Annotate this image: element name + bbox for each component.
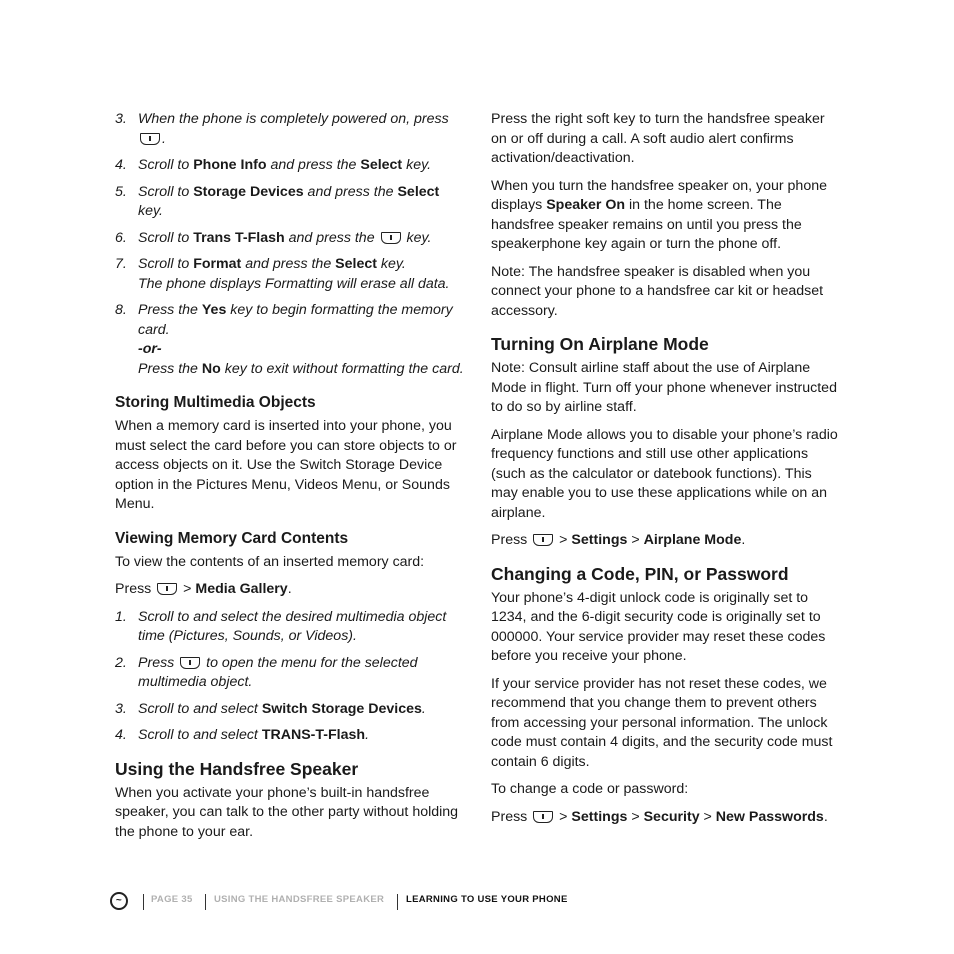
footer-divider — [143, 894, 144, 910]
password-path: Press > Settings > Security > New Passwords. — [491, 808, 828, 825]
airplane-note: Note: Consult airline staff about the use of Airplane Mode in flight. Turn off your phone whenever instructed to do so by airline staff. — [491, 360, 837, 415]
menu-key-icon — [180, 657, 200, 669]
left-column — [115, 110, 465, 850]
menu-key-icon — [157, 583, 177, 595]
brand-logo-icon: ~ — [110, 892, 128, 910]
code-p2: If your service provider has not reset these codes, we recommend that you change them to prevent others from accessing your personal information. The unlock code must contain 4 digits, and the security code must contain 6 digits. — [491, 675, 833, 770]
airplane-text: Airplane Mode allows you to disable your phone’s radio frequency functions and still use other applications (such as the calculator or datebook functions). This may enable you to use these applications while on an airplane. — [491, 426, 838, 521]
viewing-heading: Viewing Memory Card Contents — [115, 529, 349, 547]
right-column — [491, 110, 841, 835]
handsfree-heading: Using the Handsfree Speaker — [115, 758, 359, 779]
view-step-3: 3. Scroll to and select Switch Storage Devices. — [115, 700, 426, 717]
menu-key-icon — [533, 811, 553, 823]
menu-key-icon — [140, 133, 160, 145]
footer-chapter: LEARNING TO USE YOUR PHONE — [406, 894, 568, 905]
step-8-yes-no: 8. Press the Yes key to begin formatting the memory card. -or- Press the No key to exit without formatting the card. — [115, 302, 464, 377]
menu-key-icon — [381, 232, 401, 244]
footer-divider — [397, 894, 398, 910]
code-p1: Your phone’s 4-digit unlock code is originally set to 1234, and the 6-digit security code is originally set to 000000. Your service provider may reset these codes before you receive your phone. — [491, 589, 826, 664]
storing-text: When a memory card is inserted into your phone, you must select the card before you can store objects to or access objects on it. Use the Switch Storage Device option in the Pictures Menu, Videos Menu, or Sounds Menu. — [115, 418, 457, 512]
storing-heading: Storing Multimedia Objects — [115, 394, 316, 411]
step-6-trans-tflash: 6. Scroll to Trans T-Flash and press the key. — [115, 229, 432, 246]
step-7-format: 7. Scroll to Format and press the Select key. The phone displays Formatting will erase all data. — [115, 256, 450, 292]
view-step-4: 4. Scroll to and select TRANS-T-Flash. — [115, 727, 370, 743]
handsfree-note: Note: The handsfree speaker is disabled when you connect your phone to a handsfree car kit or headset accessory. — [491, 263, 824, 319]
handsfree-p2: When you turn the handsfree speaker on, your phone displays Speaker On in the home screen. The handsfree speaker remains on until you press the speakerphone key again or turn the phone off. — [491, 177, 827, 252]
media-gallery-path: Press > Media Gallery. — [115, 581, 292, 597]
view-step-2: 2. Press to open the menu for the selected multimedia object. — [115, 654, 418, 690]
airplane-path: Press > Settings > Airplane Mode. — [491, 532, 746, 548]
step-5-storage-devices: 5. Scroll to Storage Devices and press the Select key. — [115, 183, 440, 219]
viewing-text: To view the contents of an inserted memory card: — [115, 553, 425, 570]
footer-divider — [205, 894, 206, 910]
airplane-heading: Turning On Airplane Mode — [491, 334, 709, 354]
view-step-1: 1. Scroll to and select the desired multimedia object time (Pictures, Sounds, or Videos). — [115, 608, 447, 644]
handsfree-text: When you activate your phone’s built-in handsfree speaker, you can talk to the other party without holding the phone to your ear. — [115, 784, 459, 840]
code-p3: To change a code or password: — [491, 781, 689, 797]
menu-key-icon — [533, 534, 553, 546]
handsfree-p1: Press the right soft key to turn the handsfree speaker on or off during a call. A soft audio alert confirms activation/deactivation. — [491, 111, 825, 166]
step-4-phone-info: 4. Scroll to Phone Info and press the Select key. — [115, 157, 432, 173]
page-number: PAGE 35 — [151, 894, 193, 905]
code-heading: Changing a Code, PIN, or Password — [491, 563, 789, 584]
step-3-power-on: 3. When the phone is completely powered on, press . — [115, 111, 449, 147]
footer-section: USING THE HANDSFREE SPEAKER — [214, 894, 385, 905]
